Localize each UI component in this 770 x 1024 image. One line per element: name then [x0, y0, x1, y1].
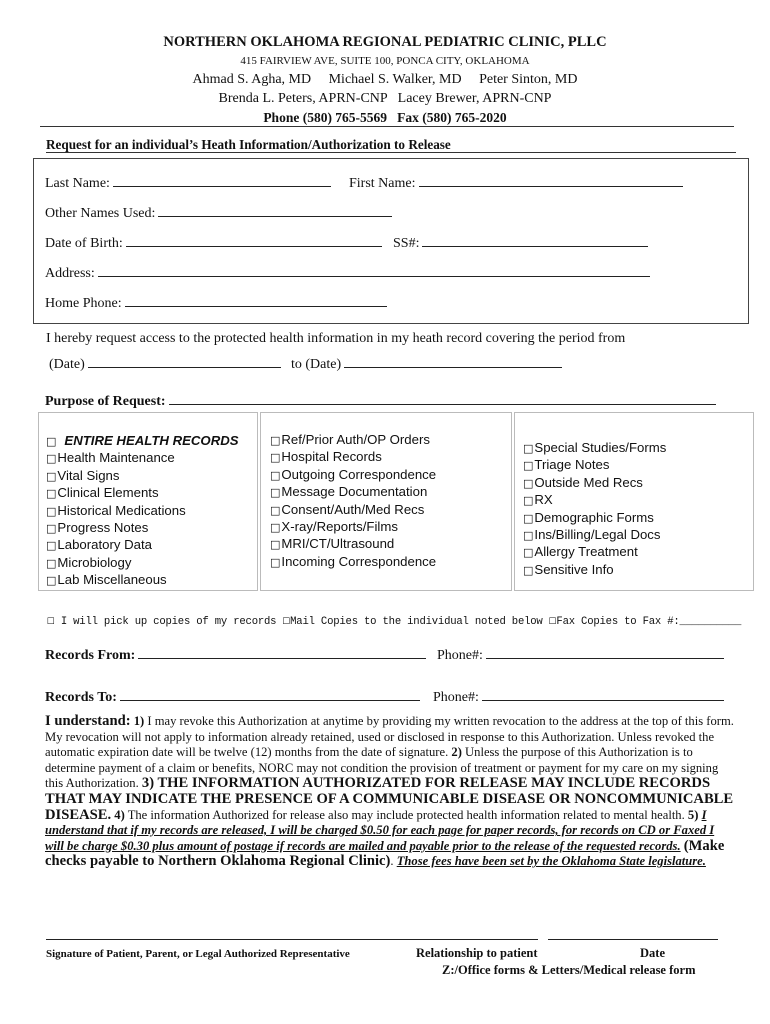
checkbox-record-item[interactable]: □ Ref/Prior Auth/OP Orders	[270, 432, 436, 449]
checkbox-record-item[interactable]: □ Triage Notes	[523, 457, 666, 474]
dob-label: Date of Birth:	[45, 236, 123, 251]
first-name-field[interactable]	[349, 176, 683, 192]
providers-line-2: Brenda L. Peters, APRN-CNP Lacey Brewer, APRN-CNP	[218, 91, 552, 106]
checkbox-record-item[interactable]: □ Incoming Correspondence	[270, 554, 436, 571]
records-from-label: Records From:	[45, 648, 136, 663]
date-to-label: to (Date)	[291, 357, 342, 372]
date-label: Date	[640, 946, 665, 960]
title-rule	[46, 152, 736, 153]
date-from-label: (Date)	[49, 357, 85, 372]
checkbox-mail[interactable]: ☐Mail Copies to the individual noted below	[282, 613, 543, 628]
checkbox-record-item[interactable]: □ Vital Signs	[46, 468, 239, 485]
clinic-address: 415 FAIRVIEW AVE, SUITE 100, PONCA CITY, OKLAHOMA	[240, 55, 530, 67]
records-to-phone-field[interactable]	[433, 690, 724, 706]
checkbox-record-item[interactable]: □ Progress Notes	[46, 520, 239, 537]
checkbox-record-item[interactable]: □ Clinical Elements	[46, 485, 239, 502]
records-from-phone-field[interactable]	[437, 648, 724, 664]
purpose-field[interactable]	[45, 394, 716, 410]
checkbox-record-item[interactable]: □ Historical Medications	[46, 503, 239, 520]
checkbox-record-item[interactable]: □ Special Studies/Forms	[523, 440, 666, 457]
ssn-label: SS#:	[393, 236, 420, 251]
address-field[interactable]	[45, 266, 650, 282]
header-rule	[40, 126, 734, 127]
first-name-label: First Name:	[349, 176, 416, 191]
records-column-2	[270, 432, 436, 571]
phone-fax: Phone (580) 765-5569 Fax (580) 765-2020	[263, 110, 507, 125]
checkbox-record-item[interactable]: □ Outgoing Correspondence	[270, 467, 436, 484]
last-name-label: Last Name:	[45, 176, 110, 191]
delivery-options	[47, 613, 741, 628]
providers-line-1: Ahmad S. Agha, MD Michael S. Walker, MD Peter Sinton, MD	[192, 72, 578, 87]
records-column-1	[46, 433, 239, 590]
checkbox-record-item[interactable]: □ Ins/Billing/Legal Docs	[523, 527, 666, 544]
checkbox-record-item[interactable]: □ Hospital Records	[270, 449, 436, 466]
records-from-field[interactable]	[45, 648, 426, 664]
checkbox-record-item[interactable]: □ Microbiology	[46, 555, 239, 572]
checkbox-record-item[interactable]: □ RX	[523, 492, 666, 509]
signature-label: Signature of Patient, Parent, or Legal Authorized Representative	[46, 948, 350, 960]
checkbox-record-item[interactable]: □ Allergy Treatment	[523, 544, 666, 561]
checkbox-record-item[interactable]: □ Demographic Forms	[523, 510, 666, 527]
checkbox-record-item[interactable]: □ Outside Med Recs	[523, 475, 666, 492]
date-line[interactable]	[548, 939, 718, 940]
date-from-field[interactable]	[49, 357, 281, 373]
purpose-label: Purpose of Request:	[45, 394, 166, 409]
other-names-field[interactable]	[45, 206, 392, 222]
ssn-field[interactable]	[393, 236, 648, 252]
home-phone-field[interactable]	[45, 296, 387, 312]
address-label: Address:	[45, 266, 95, 281]
checkbox-record-item[interactable]: □ Consent/Auth/Med Recs	[270, 502, 436, 519]
authorization-terms: I understand: 1) I may revoke this Authorization at anytime by providing my written revocation to the address at the top of this form. My revocation will not apply to information already retained, used or disclosed in response to this Authorization. Unless revoked the automatic expiration date will be twelve (12) months from the date of signature. 2) Unless the purpose of this Authorization is to determine payment of a claim or benefits, NORC may not condition the provision of treatment or payment for my care on my signing this Authorization. 3) THE INFORMATION AUTHORIZATED FOR RELEASE MAY INCLUDE RECORDS THAT MAY INDICATE THE PRESENCE OF A COMMUNICABLE DISEASE OR NONCOMMUNICABLE DISEASE. 4) The information Authorized for release also may include protected health information related to mental health. 5) I understand that if my records are released, I will be charged $0.50 for each page for paper records, for records on CD or Faxed I will be charge $0.30 plus amount of postage if records are mailed and payable prior to the release of the requested records. (Make checks payable to Northern Oklahoma Regional Clinic). Those fees have been set by the Oklahoma State legislature.	[45, 713, 734, 870]
checkbox-fax[interactable]: ☐Fax Copies to Fax #:__________	[548, 613, 742, 628]
checkbox-entire-health-records[interactable]: □ ENTIRE HEALTH RECORDS	[46, 433, 239, 450]
checkbox-record-item[interactable]: □ Lab Miscellaneous	[46, 572, 239, 589]
phone-label: Phone#:	[437, 648, 483, 663]
dob-field[interactable]	[45, 236, 382, 252]
records-to-field[interactable]	[45, 690, 420, 706]
home-phone-label: Home Phone:	[45, 296, 122, 311]
records-to-label: Records To:	[45, 690, 117, 705]
clinic-name: NORTHERN OKLAHOMA REGIONAL PEDIATRIC CLINIC, PLLC	[163, 34, 607, 50]
checkbox-record-item[interactable]: □ Message Documentation	[270, 484, 436, 501]
checkbox-record-item[interactable]: □ MRI/CT/Ultrasound	[270, 536, 436, 553]
signature-line[interactable]	[46, 939, 538, 940]
phone-label: Phone#:	[433, 690, 479, 705]
footer-path: Z:/Office forms & Letters/Medical release form	[442, 963, 696, 977]
checkbox-record-item[interactable]: □ X-ray/Reports/Films	[270, 519, 436, 536]
checkbox-pickup[interactable]: ☐ I will pick up copies of my records	[47, 613, 277, 628]
last-name-field[interactable]	[45, 176, 331, 192]
form-title: Request for an individual’s Heath Information/Authorization to Release	[46, 137, 451, 152]
checkbox-record-item[interactable]: □ Health Maintenance	[46, 450, 239, 467]
date-to-field[interactable]	[291, 357, 562, 373]
checkbox-record-item[interactable]: □ Laboratory Data	[46, 537, 239, 554]
relationship-label: Relationship to patient	[416, 946, 538, 960]
other-names-label: Other Names Used:	[45, 206, 156, 221]
records-column-3	[523, 440, 666, 579]
request-statement: I hereby request access to the protected health information in my heath record covering the period from	[46, 331, 626, 346]
checkbox-record-item[interactable]: □ Sensitive Info	[523, 562, 666, 579]
